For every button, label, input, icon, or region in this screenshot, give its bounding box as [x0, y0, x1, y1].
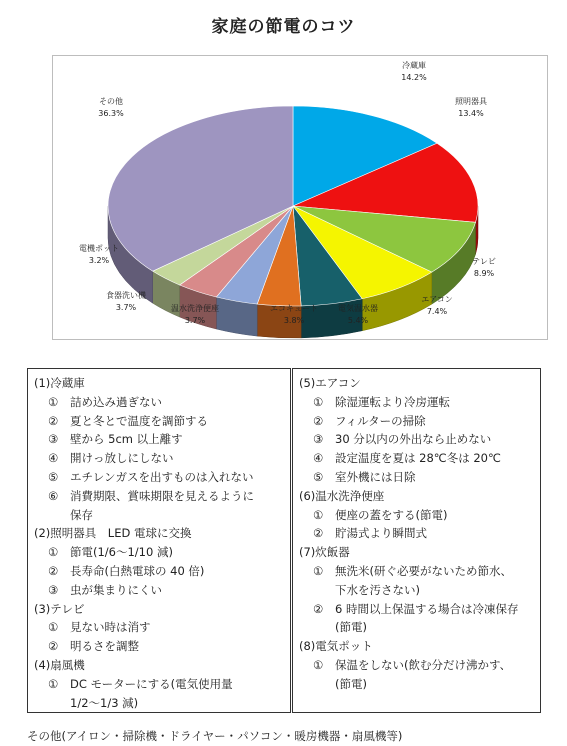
- list-item: [299, 430, 534, 449]
- item-number: ⑥: [48, 488, 59, 503]
- item-text: 明るさを調整: [70, 639, 139, 654]
- item-number: ③: [48, 582, 59, 597]
- section-title: (7)炊飯器: [299, 545, 350, 560]
- pie-label-category: 食器洗い機: [106, 291, 146, 300]
- pie-label-value: 14.2%: [401, 73, 427, 82]
- section-title: (8)電気ポット: [299, 639, 373, 654]
- section-title: (6)温水洗浄便座: [299, 488, 385, 503]
- list-item: [34, 675, 284, 713]
- list-item: [299, 600, 534, 638]
- pie-label-category: 電機ポット: [79, 244, 119, 253]
- item-text: エチレンガスを出すものは入れない: [70, 469, 254, 484]
- list-item: [34, 393, 284, 412]
- pie-label-category: 冷蔵庫: [402, 61, 426, 70]
- pie-chart-svg: [53, 56, 549, 341]
- pie-label-value: 7.4%: [426, 307, 448, 316]
- item-number: ②: [48, 563, 59, 578]
- item-number: ③: [313, 432, 324, 447]
- section-lighting: [34, 524, 284, 599]
- list-item: [299, 656, 534, 694]
- section-refrigerator: [34, 374, 284, 524]
- pie-label-category: テレビ: [472, 257, 496, 266]
- item-text: 便座の蓋をする(節電): [335, 507, 448, 522]
- list-item: [34, 468, 284, 487]
- page-title: 家庭の節電のコツ: [211, 17, 356, 37]
- item-number: ②: [313, 601, 324, 616]
- pie-chart: [52, 55, 548, 340]
- list-item: [299, 506, 534, 525]
- footer-note: その他(アイロン・掃除機・ドライヤー・パソコン・暖房機器・扇風機等): [27, 729, 403, 743]
- list-item: [299, 562, 534, 600]
- item-text: 見ない時は消す: [70, 620, 151, 635]
- pie-label-value: 3.2%: [88, 256, 110, 265]
- list-item: [299, 412, 534, 431]
- pie-label-category: エコキュート: [270, 304, 318, 313]
- list-item: [34, 412, 284, 431]
- item-number: ④: [313, 451, 324, 466]
- item-number: ④: [48, 451, 59, 466]
- item-number: ①: [313, 657, 324, 672]
- pie-label-value: 36.3%: [98, 109, 124, 118]
- list-item: [34, 543, 284, 562]
- item-text: 夏と冬とで温度を調節する: [70, 413, 208, 428]
- item-text: 設定温度を夏は 28℃冬は 20℃: [335, 451, 501, 466]
- item-number: ②: [313, 413, 324, 428]
- pie-label-value: 5.4%: [347, 316, 369, 325]
- section-air-conditioner: [299, 374, 534, 487]
- item-text-continued: 下水を汚さない): [335, 582, 420, 597]
- item-text: 無洗米(研ぐ必要がないため節水、: [335, 563, 512, 578]
- item-text: 壁から 5cm 以上離す: [70, 432, 183, 447]
- item-number: ②: [48, 413, 59, 428]
- item-number: ①: [313, 394, 324, 409]
- item-number: ①: [313, 507, 324, 522]
- section-title: (2)照明器具 LED 電球に交換: [34, 526, 192, 541]
- pie-label-category: その他: [99, 97, 123, 106]
- pie-label-value: 8.9%: [473, 269, 495, 278]
- item-text-continued: 1/2～1/3 減): [70, 695, 139, 710]
- list-item: [299, 393, 534, 412]
- item-text: 保温をしない(飲む分だけ沸かす、: [335, 657, 512, 672]
- pie-label-value: 3.7%: [115, 303, 137, 312]
- list-item: [299, 468, 534, 487]
- item-number: ①: [48, 545, 59, 560]
- section-rice-cooker: [299, 543, 534, 637]
- item-text: DC モーターにする(電気使用量: [70, 676, 233, 691]
- item-text: 詰め込み過ぎない: [70, 394, 162, 409]
- section-electric-pot: [299, 637, 534, 693]
- list-item: [299, 524, 534, 543]
- item-number: ⑤: [313, 469, 324, 484]
- item-text: 節電(1/6～1/10 減): [70, 545, 173, 560]
- item-text: フィルターの掃除: [335, 413, 426, 428]
- item-text-continued: (節電): [335, 620, 367, 635]
- item-number: ③: [48, 432, 59, 447]
- pie-label-value: 3.8%: [283, 316, 305, 325]
- section-title: (4)扇風機: [34, 657, 85, 672]
- pie-label-value: 3.7%: [184, 316, 206, 325]
- list-item: [34, 449, 284, 468]
- list-item: [34, 581, 284, 600]
- item-text: 開けっ放しにしない: [70, 451, 174, 466]
- section-tv: [34, 600, 284, 656]
- list-item: [34, 562, 284, 581]
- item-number: ①: [313, 563, 324, 578]
- item-text: 貯湯式より瞬間式: [335, 526, 427, 541]
- item-text-continued: 保存: [70, 507, 93, 522]
- item-text: 消費期限、賞味期限を見えるように: [70, 488, 254, 503]
- section-title: (3)テレビ: [34, 601, 85, 616]
- section-fan: [34, 656, 284, 712]
- section-toilet-seat: [299, 487, 534, 543]
- pie-label-value: 13.4%: [458, 109, 484, 118]
- item-text-continued: (節電): [335, 676, 367, 691]
- list-item: [34, 618, 284, 637]
- item-number: ①: [48, 620, 59, 635]
- pie-label-category: 電気温水器: [338, 304, 378, 313]
- section-title: (5)エアコン: [299, 376, 361, 390]
- tips-box-left: [27, 368, 291, 713]
- item-text: 30 分以内の外出なら止めない: [335, 432, 492, 447]
- item-number: ②: [313, 526, 324, 541]
- pie-label-category: エアコン: [421, 295, 453, 304]
- item-number: ②: [48, 639, 59, 654]
- pie-label-category: 温水洗浄便座: [171, 304, 219, 313]
- item-text: 6 時間以上保温する場合は冷凍保存: [335, 601, 519, 616]
- item-number: ⑤: [48, 469, 59, 484]
- list-item: [299, 449, 534, 468]
- item-number: ①: [48, 394, 59, 409]
- item-text: 除湿運転より冷房運転: [335, 394, 450, 409]
- tips-box-right: [292, 368, 541, 713]
- item-number: ①: [48, 676, 59, 691]
- list-item: [34, 430, 284, 449]
- section-title: (1)冷蔵庫: [34, 376, 85, 390]
- pie-label-category: 照明器具: [455, 97, 487, 106]
- item-text: 長寿命(白熱電球の 40 倍): [70, 563, 205, 578]
- item-text: 虫が集まりにくい: [70, 582, 162, 597]
- list-item: [34, 637, 284, 656]
- list-item: [34, 487, 284, 525]
- item-text: 室外機には日除: [335, 469, 416, 484]
